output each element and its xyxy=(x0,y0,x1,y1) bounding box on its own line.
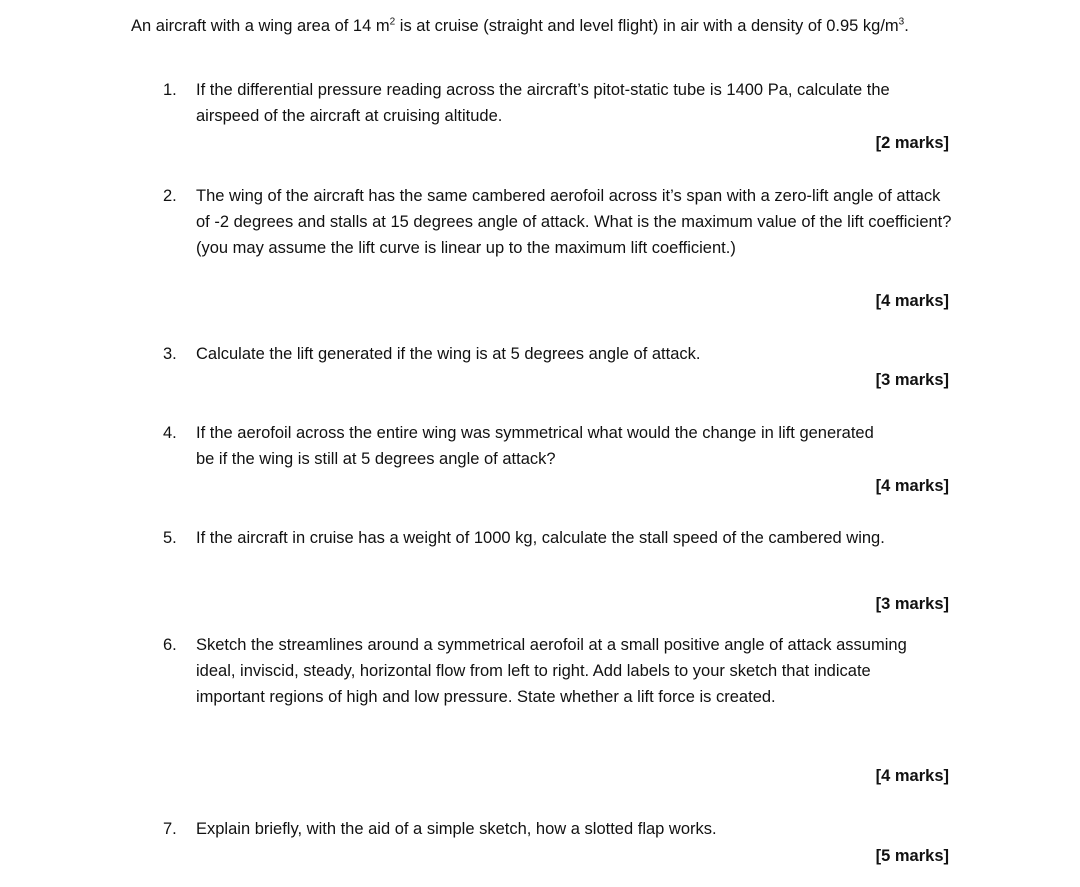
question-6-marks: [4 marks] xyxy=(875,767,949,785)
question-text: If the aerofoil across the entire wing was symmetrical what would the change in lift generated be if the wing is still at 5 degrees angle of attack? xyxy=(196,424,874,468)
question-1 xyxy=(163,77,953,129)
question-5-marks: [3 marks] xyxy=(875,595,949,613)
question-6 xyxy=(163,632,943,710)
question-text: Calculate the lift generated if the wing is at 5 degrees angle of attack. xyxy=(196,345,701,363)
question-text: If the aircraft in cruise has a weight of 1000 kg, calculate the stall speed of the cambered wing. xyxy=(196,529,885,547)
intro-superscript-3: 3 xyxy=(898,16,905,28)
question-text: Sketch the streamlines around a symmetrical aerofoil at a small positive angle of attack assuming ideal, inviscid, steady, horizontal flow from left to right. Add labels to your sketch that indicate important regions of high and low pressure. State whether a lift force is created. xyxy=(196,636,907,706)
question-text: Explain briefly, with the aid of a simple sketch, how a slotted flap works. xyxy=(196,820,717,838)
intro-text-2: is at cruise (straight and level flight) in air with a density of 0.95 kg/m xyxy=(395,17,899,35)
question-7-marks: [5 marks] xyxy=(875,847,949,865)
question-2 xyxy=(163,183,953,261)
question-number: 4. xyxy=(163,424,177,442)
question-number: 3. xyxy=(163,345,177,363)
question-1-marks: [2 marks] xyxy=(875,134,949,152)
question-5 xyxy=(163,525,923,551)
intro-superscript-2: 2 xyxy=(389,16,396,28)
question-4-marks: [4 marks] xyxy=(875,477,949,495)
question-number: 1. xyxy=(163,81,177,99)
question-text: If the differential pressure reading across the aircraft’s pitot-static tube is 1400 Pa, calculate the airspeed of the aircraft at cruising altitude. xyxy=(196,81,890,125)
problem-intro xyxy=(131,13,961,39)
intro-text-3: . xyxy=(904,17,909,35)
intro-text-1: An aircraft with a wing area of 14 m xyxy=(131,17,390,35)
question-text: The wing of the aircraft has the same cambered aerofoil across it’s span with a zero-lift angle of attack of -2 degrees and stalls at 15 degrees angle of attack. What is the maximum value of the lift coefficient? (you may assume the lift curve is linear up to the maximum lift coefficient.) xyxy=(196,187,952,257)
question-3-marks: [3 marks] xyxy=(875,371,949,389)
question-number: 2. xyxy=(163,187,177,205)
question-7 xyxy=(163,816,953,842)
question-number: 6. xyxy=(163,636,177,654)
question-2-marks: [4 marks] xyxy=(875,292,949,310)
question-number: 7. xyxy=(163,820,177,838)
question-3 xyxy=(163,341,953,367)
question-4 xyxy=(163,420,883,472)
question-number: 5. xyxy=(163,529,177,547)
